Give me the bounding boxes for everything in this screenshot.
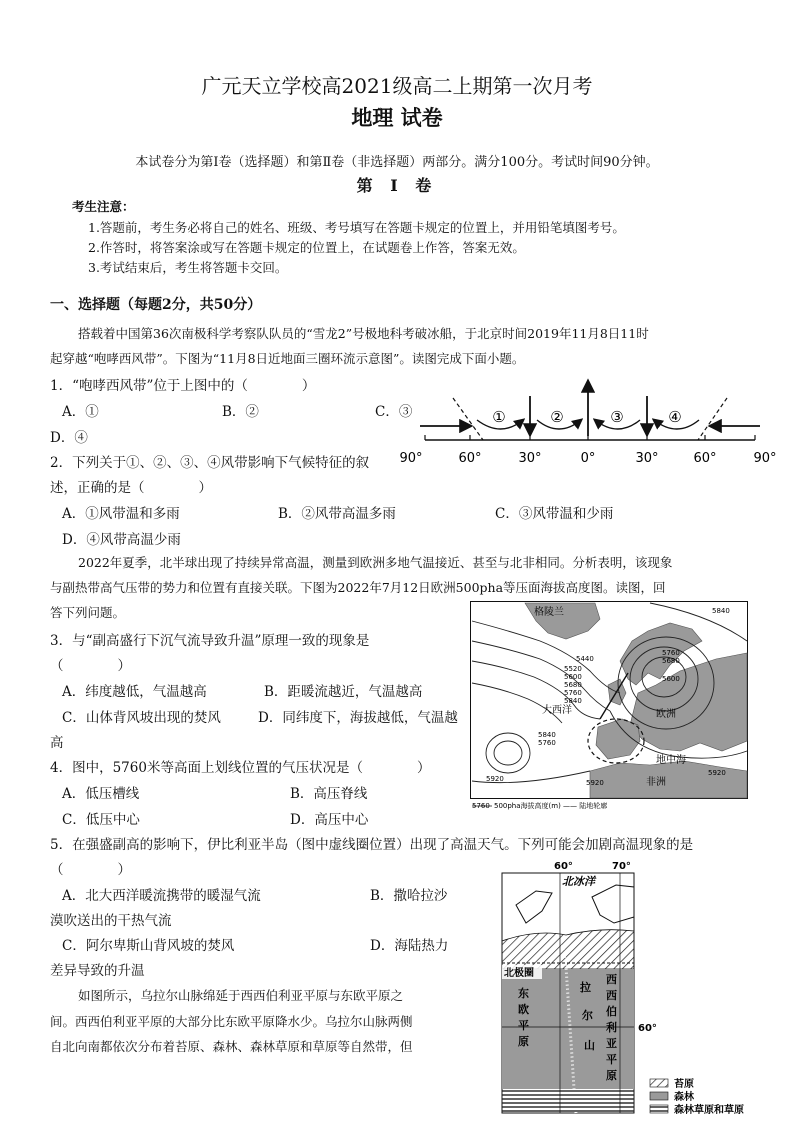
passage-line: 起穿越“咆哮西风带”。下图为“11月8日近地面三圈环流示意图”。读图完成下面小题。 — [50, 351, 525, 366]
front-line-left — [453, 398, 483, 440]
isobaric-height-map — [470, 601, 748, 813]
wind-label-4: ④ — [668, 408, 682, 426]
steppe-zone — [502, 1089, 634, 1113]
q2-option-d[interactable]: D．④风带高温少雨 — [62, 532, 181, 548]
question-2-stem-cont: 述，正确的是（ ） — [50, 480, 212, 496]
ural-vegetation-map — [496, 857, 760, 1119]
question-3-blank: （ ） — [50, 658, 131, 674]
q1-option-a[interactable]: A．① — [62, 404, 99, 420]
lat-label: 0° — [580, 451, 596, 466]
legend-steppe: 森林草原和草原 — [674, 1105, 744, 1116]
arctic-circle-label: 北极圈 — [504, 968, 534, 979]
passage-line: 与副热带高气压带的势力和位置有直接关联。下图为2022年7月12日欧洲500pha等压面海拔高度图。读图，回 — [50, 580, 666, 595]
q4-option-b[interactable]: B．高压脊线 — [290, 786, 368, 802]
ural-char: 尔 — [582, 1009, 593, 1022]
exam-school-title: 广元天立学校高2021级高二上期第一次月考 — [201, 74, 593, 98]
passage-line: 自北向南都依次分布着苔原、森林、森林草原和草原等自然带，但 — [50, 1039, 413, 1054]
ural-char: 拉 — [580, 981, 591, 994]
q2-option-b[interactable]: B．②风带高温多雨 — [278, 506, 396, 522]
question-2-stem: 2．下列关于①、②、③、④风带影响下气候特征的叙 — [50, 455, 370, 471]
wind-label-2: ② — [550, 408, 564, 426]
lat-label: 90° — [753, 451, 777, 466]
q5-option-b-cont: 漠吹送出的干热气流 — [50, 913, 172, 929]
passage-line: 2022年夏季，北半球出现了持续异常高温，测量到欧洲多地气温接近、甚至与北非相同。分析表明，该现象 — [78, 555, 673, 570]
lat-label-60: 60° — [638, 1023, 657, 1034]
q4-option-d[interactable]: D．高压中心 — [290, 812, 369, 828]
circulation-diagram — [395, 378, 785, 470]
west-plain-char: 原 — [606, 1069, 617, 1082]
exam-intro: 本试卷分为第Ⅰ卷（选择题）和第Ⅱ卷（非选择题）两部分。满分100分。考试时间90分钟。 — [135, 155, 659, 170]
q1-option-b[interactable]: B．② — [222, 404, 259, 420]
passage-line: 搭载着中国第36次南极科学考察队队员的“雪龙2”号极地科考破冰船，于北京时间2019年11月8日11时 — [78, 326, 649, 341]
lat-label: 60° — [458, 451, 482, 466]
east-plain-char: 平 — [518, 1019, 529, 1032]
contour-value: 5760 — [564, 689, 582, 697]
west-plain-char: 亚 — [606, 1037, 617, 1050]
east-plain-char: 东 — [518, 987, 529, 1000]
europe-label: 欧洲 — [656, 709, 676, 720]
contour-value: 5440 — [576, 655, 594, 663]
q2-option-c[interactable]: C．③风带温和少雨 — [495, 506, 614, 522]
legend-tundra: 苔原 — [674, 1079, 694, 1090]
notice-item: 3.考试结束后，考生将答题卡交回。 — [88, 260, 288, 275]
question-5-blank: （ ） — [50, 862, 131, 878]
west-plain-char: 伯 — [606, 1005, 617, 1018]
wind-label-1: ① — [492, 408, 506, 426]
east-plain-char: 欧 — [518, 1003, 529, 1016]
q5-option-a[interactable]: A．北大西洋暖流携带的暖湿气流 — [62, 888, 261, 904]
greenland-label: 格陵兰 — [534, 607, 564, 618]
section-title: 一、选择题（每题2分，共50分） — [50, 297, 262, 313]
q5-option-b[interactable]: B．撒哈拉沙 — [370, 888, 448, 904]
q3-option-c[interactable]: C．山体背风坡出现的焚风 — [62, 710, 221, 726]
contour-value: 5760 — [662, 649, 680, 657]
question-4-stem: 4．图中，5760米等高面上划线位置的气压状况是（ ） — [50, 760, 431, 776]
passage-line: 如图所示，乌拉尔山脉绵延于西西伯利亚平原与东欧平原之 — [78, 988, 404, 1003]
passage-line: 答下列问题。 — [50, 605, 126, 620]
q1-option-c[interactable]: C．③ — [375, 404, 413, 420]
q5-option-c[interactable]: C．阿尔卑斯山背风坡的焚风 — [62, 938, 235, 954]
question-5-stem: 5．在强盛副高的影响下，伊比利亚半岛（图中虚线圈位置）出现了高温天气。下列可能会加剧高温现象的是 — [50, 837, 694, 853]
volume-title: 第 Ⅰ 卷 — [356, 176, 438, 195]
q3-option-a[interactable]: A．纬度越低，气温越高 — [62, 684, 207, 700]
contour-value: 5920 — [586, 779, 604, 787]
med-label: 地中海 — [656, 755, 686, 766]
contour-value: 5920 — [486, 775, 504, 783]
contour-value: 5840 — [538, 731, 556, 739]
west-plain-char: 西 — [606, 989, 617, 1002]
q5-option-d[interactable]: D．海陆热力 — [370, 938, 449, 954]
q3-option-d-cont: 高 — [50, 735, 64, 751]
q3-option-b[interactable]: B．距暖流越近，气温越高 — [264, 684, 423, 700]
contour-value: 5600 — [564, 673, 582, 681]
q3-option-d[interactable]: D．同纬度下，海拔越低，气温越 — [258, 710, 458, 726]
legend-tundra-swatch — [650, 1079, 668, 1087]
passage-line: 间。西西伯利亚平原的大部分比东欧平原降水少。乌拉尔山脉两侧 — [50, 1014, 413, 1029]
lon-label-70: 70° — [612, 861, 631, 872]
contour-value: 5840 — [712, 607, 730, 615]
contour-value: 5680 — [564, 681, 582, 689]
q5-option-d-cont: 差异导致的升温 — [50, 963, 145, 979]
q4-option-a[interactable]: A．低压槽线 — [62, 786, 140, 802]
q4-option-c[interactable]: C．低压中心 — [62, 812, 140, 828]
front-line-right — [698, 398, 727, 440]
q2-option-a[interactable]: A．①风带温和多雨 — [62, 506, 180, 522]
legend-value: 5760 — [472, 802, 490, 810]
east-plain-char: 原 — [518, 1035, 529, 1048]
contour-value: 5920 — [708, 769, 726, 777]
legend-forest-swatch — [650, 1092, 668, 1100]
exam-subject-title: 地理 试卷 — [351, 105, 443, 130]
legend-steppe-swatch — [650, 1105, 668, 1113]
notice-item: 2.作答时，将答案涂或写在答题卡规定的位置上，在试题卷上作答，答案无效。 — [88, 240, 525, 255]
contour-value: 5600 — [662, 675, 680, 683]
lat-label: 30° — [518, 451, 542, 466]
contour-value: 5760 — [538, 739, 556, 747]
contour-value: 5680 — [662, 657, 680, 665]
wind-label-3: ③ — [610, 408, 624, 426]
notice-item: 1.答题前，考生务必将自己的姓名、班级、考号填写在答题卡规定的位置上，并用铅笔填图考号。 — [88, 220, 625, 235]
lat-label: 60° — [693, 451, 717, 466]
west-plain-char: 西 — [606, 973, 617, 986]
legend-forest: 森林 — [674, 1092, 694, 1103]
notice-title: 考生注意： — [72, 199, 135, 214]
west-plain-char: 利 — [606, 1021, 617, 1034]
contour-value: 5520 — [564, 665, 582, 673]
ural-char: 山 — [584, 1039, 595, 1052]
lat-label: 90° — [399, 451, 423, 466]
atlantic-label: 大西洋 — [542, 705, 572, 716]
question-3-stem: 3．与“副高盛行下沉气流导致升温”原理一致的现象是 — [50, 633, 370, 649]
lat-label: 30° — [635, 451, 659, 466]
africa-label: 非洲 — [646, 777, 666, 788]
lon-label-60: 60° — [554, 861, 573, 872]
q1-option-d[interactable]: D．④ — [50, 430, 88, 446]
arctic-ocean-label: 北冰洋 — [562, 875, 595, 888]
question-1-stem: 1．“咆哮西风带”位于上图中的（ ） — [50, 378, 316, 394]
west-plain-char: 平 — [606, 1053, 617, 1066]
legend-text: 500pha海拔高度(m) —— 陆地轮廓 — [494, 802, 608, 810]
contour-value: 5840 — [564, 697, 582, 705]
